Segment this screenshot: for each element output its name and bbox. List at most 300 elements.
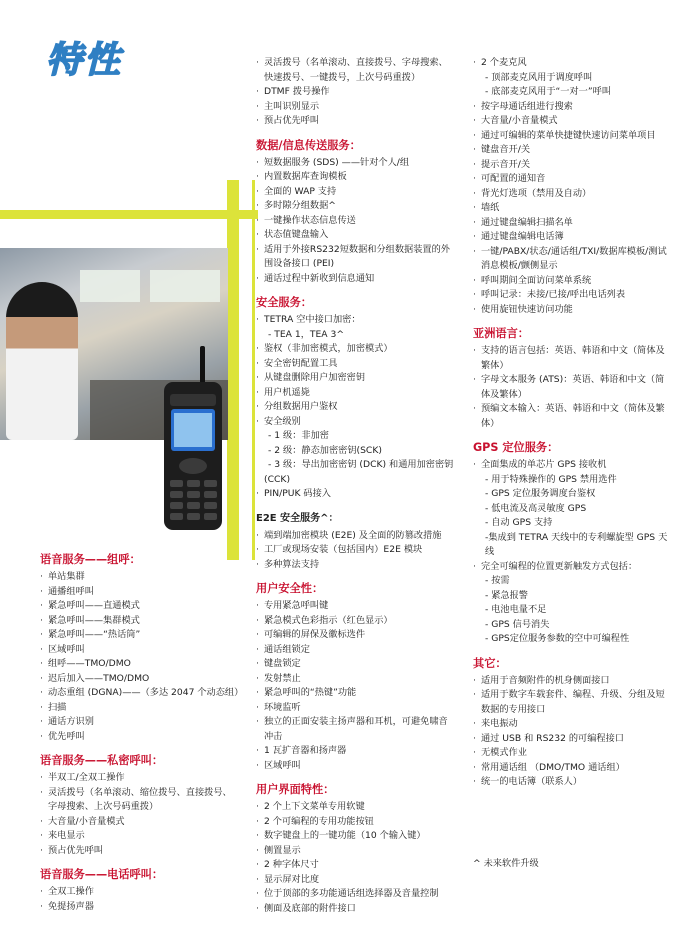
feature-continuation: 繁体） <box>481 359 509 371</box>
feature-text: 1 瓦扩音器和扬声器 <box>264 745 347 756</box>
bullet-icon: · <box>256 156 259 168</box>
feature-subitem: - 底部麦克风用于“一对一”呼叫 <box>485 86 612 97</box>
feature-text: 预占优先呼叫 <box>48 844 104 856</box>
feature-item <box>40 885 245 900</box>
feature-item <box>473 114 695 129</box>
bullet-icon: · <box>256 86 259 97</box>
feature-text: 一键操作状态信息传送 <box>264 214 356 226</box>
feature-item <box>473 201 695 216</box>
bullet-icon: · <box>473 216 476 228</box>
train-window <box>150 270 220 302</box>
bullet-icon: · <box>256 57 259 68</box>
feature-item <box>256 715 468 730</box>
feature-text: 显示屏对比度 <box>264 873 320 885</box>
feature-item <box>40 657 245 672</box>
feature-subitem: -集成到 TETRA 天线中的专利螺旋型 GPS 天 <box>485 531 668 543</box>
feature-item <box>473 288 695 303</box>
bullet-icon: · <box>473 689 476 700</box>
feature-text: 背光灯选项（禁用及自动） <box>481 187 592 199</box>
feature-item <box>256 313 468 328</box>
feature-text: 完全可编程的位置更新触发方式包括： <box>481 560 638 572</box>
feature-item <box>40 844 245 859</box>
feature-item <box>473 56 695 71</box>
feature-text: 扫描 <box>48 701 67 713</box>
bullet-icon: · <box>256 830 259 841</box>
feature-text: 提示音开/关 <box>481 158 531 170</box>
feature-item <box>473 717 695 732</box>
feature-text: 通过键盘编辑扫描名单 <box>481 216 573 228</box>
feature-item <box>256 543 468 558</box>
feature-text: 适用于数字车载套件、编程、升级、分组及短 <box>481 689 665 700</box>
bullet-icon: · <box>40 886 43 897</box>
feature-text: 专用紧急呼叫键 <box>264 600 329 611</box>
feature-subitem: - TEA 1，TEA 3^ <box>268 328 345 340</box>
feature-item <box>40 686 245 701</box>
feature-text: 环境监听 <box>264 701 301 713</box>
feature-item <box>256 371 468 386</box>
feature-text: 数字键盘上的一键功能（10 个输入键） <box>264 830 426 841</box>
feature-subitem: 线 <box>485 546 495 557</box>
feature-text: 无模式作业 <box>481 747 527 758</box>
features-column-left <box>40 552 245 914</box>
bullet-icon: · <box>473 761 476 773</box>
feature-item <box>256 243 468 258</box>
feature-item <box>40 900 245 915</box>
bullet-icon: · <box>256 716 259 727</box>
feature-text: 2 个可编程的专用功能按钮 <box>264 815 374 827</box>
feature-text: 一键/PABX/状态/通话组/TXI/数据库模板/测试 <box>481 245 667 257</box>
section-heading: 语音服务——私密呼叫： <box>40 754 164 767</box>
feature-item <box>473 775 695 790</box>
feature-text: 支持的语言包括：英语、韩语和中文（简体及 <box>481 345 665 356</box>
feature-item <box>473 674 695 689</box>
feature-text: 大音量/小音量模式 <box>48 815 125 827</box>
feature-text: 从键盘删除用户加密密钥 <box>264 372 366 383</box>
feature-item <box>40 715 245 730</box>
bullet-icon: · <box>473 202 476 213</box>
feature-continuation: 体及繁体） <box>481 388 527 400</box>
section-heading: 其它： <box>473 656 507 670</box>
feature-text: 通话方识别 <box>48 716 94 727</box>
feature-item <box>40 570 245 585</box>
feature-item <box>40 815 245 830</box>
feature-item <box>256 800 468 815</box>
feature-text: 状态值键盘输入 <box>264 229 329 240</box>
feature-text: 紧急模式色彩指示（红色显示） <box>264 614 393 626</box>
feature-text: 呼叫期间全面访问菜单系统 <box>481 274 592 286</box>
feature-text: 可配置的通知音 <box>481 173 546 184</box>
feature-text: 用户机遥毙 <box>264 386 310 398</box>
feature-item <box>256 100 468 115</box>
feature-text: 半双工/全双工操作 <box>48 772 125 783</box>
feature-text: 发射禁止 <box>264 672 301 684</box>
bullet-icon: · <box>256 658 259 669</box>
feature-item <box>256 85 468 100</box>
feature-text: 全双工操作 <box>48 886 94 897</box>
feature-subitem: - 按需 <box>485 575 510 586</box>
bullet-icon: · <box>256 801 259 812</box>
feature-text: 紧急呼叫——集群模式 <box>48 614 140 626</box>
bullet-icon: · <box>473 173 476 184</box>
feature-item <box>40 829 245 844</box>
feature-subitem: - 顶部麦克风用于调度呼叫 <box>485 71 593 83</box>
feature-item <box>256 844 468 859</box>
feature-subitem: - 电池电量不足 <box>485 604 547 615</box>
feature-item <box>473 761 695 776</box>
feature-text: 统一的电话簿（联系人） <box>481 776 583 787</box>
bullet-icon: · <box>256 815 259 827</box>
bullet-icon: · <box>256 701 259 713</box>
bullet-icon: · <box>256 888 259 899</box>
feature-item <box>473 158 695 173</box>
feature-item <box>256 185 468 200</box>
feature-text: 常用通话组 （DMO/TMO 通话组） <box>481 761 625 773</box>
feature-text: 适用于音频附件的机身侧面接口 <box>481 674 610 686</box>
feature-item <box>473 303 695 318</box>
bullet-icon: · <box>256 100 259 112</box>
feature-item <box>256 599 468 614</box>
feature-item <box>40 730 245 745</box>
feature-text: TETRA 空中接口加密： <box>264 314 361 325</box>
feature-text: 2 个麦克风 <box>481 57 527 68</box>
feature-item <box>473 216 695 231</box>
feature-item <box>473 143 695 158</box>
bullet-icon: · <box>256 357 259 369</box>
bullet-icon: · <box>256 629 259 640</box>
feature-text: 字母文本服务 (ATS)：英语、韩语和中文（简 <box>481 374 665 385</box>
section-heading: 亚洲语言： <box>473 327 529 340</box>
feature-item <box>256 558 468 573</box>
bullet-icon: · <box>473 57 476 68</box>
feature-item <box>256 170 468 185</box>
feature-text: 多种算法支持 <box>264 558 320 570</box>
feature-continuation: 字母搜索、上次号码重拨） <box>48 801 159 812</box>
bullet-icon: · <box>473 303 476 315</box>
feature-text: 独立的正面安装主扬声器和耳机，可避免啸音 <box>264 716 448 727</box>
bullet-icon: · <box>256 214 259 226</box>
bullet-icon: · <box>473 459 476 470</box>
feature-item <box>473 245 695 260</box>
bullet-icon: · <box>40 614 43 626</box>
feature-text: 灵活拨号（名单滚动、直接拨号、字母搜索、 <box>264 57 448 68</box>
bullet-icon: · <box>256 614 259 626</box>
bullet-icon: · <box>473 374 476 385</box>
bullet-icon: · <box>256 672 259 684</box>
feature-item <box>256 529 468 544</box>
feature-item <box>256 628 468 643</box>
feature-text: 工厂或现场安装（包括国内）E2E 模块 <box>264 544 423 555</box>
accent-bar-horizontal <box>0 210 258 219</box>
bullet-icon: · <box>40 629 43 640</box>
bullet-icon: · <box>473 187 476 199</box>
feature-continuation: 快速拨号、一键拨号，上次号码重拨） <box>264 71 421 83</box>
feature-subitem: - 1 级：非加密 <box>268 430 329 441</box>
features-column-middle <box>256 56 468 916</box>
feature-item <box>256 829 468 844</box>
feature-text: 通话过程中新收到信息通知 <box>264 272 375 284</box>
feature-item <box>473 187 695 202</box>
bullet-icon: · <box>256 745 259 756</box>
feature-item <box>256 902 468 917</box>
feature-text: 迟后加入——TMO/DMO <box>48 672 150 684</box>
feature-item <box>473 458 695 473</box>
bullet-icon: · <box>256 200 259 211</box>
bullet-icon: · <box>256 229 259 240</box>
feature-text: 优先呼叫 <box>48 730 85 742</box>
feature-item <box>40 628 245 643</box>
feature-text: 动态重组 (DGNA)——（多达 2047 个动态组） <box>48 687 244 698</box>
bullet-icon: · <box>256 115 259 126</box>
section-heading: 用户界面特性： <box>256 783 335 796</box>
bullet-icon: · <box>256 902 259 914</box>
feature-text: 键盘锁定 <box>264 658 301 669</box>
bullet-icon: · <box>473 776 476 787</box>
bullet-icon: · <box>473 274 476 286</box>
feature-item <box>40 786 245 801</box>
bullet-icon: · <box>256 488 259 499</box>
feature-item <box>473 172 695 187</box>
feature-item <box>256 614 468 629</box>
feature-text: 紧急呼叫——“热话筒” <box>48 629 141 640</box>
bullet-icon: · <box>256 859 259 870</box>
feature-text: 全面集成的单芯片 GPS 接收机 <box>481 459 607 470</box>
feature-text: 预编文本输入：英语、韩语和中文（简体及繁 <box>481 403 665 414</box>
bullet-icon: · <box>473 158 476 170</box>
section-heading: 语音服务——电话呼叫： <box>40 868 164 881</box>
feature-subitem: - 低电流及高灵敏度 GPS <box>485 502 587 514</box>
bullet-icon: · <box>40 658 43 669</box>
bullet-icon: · <box>473 345 476 356</box>
feature-text: 来电振动 <box>481 718 518 729</box>
feature-text: 单站集群 <box>48 571 85 582</box>
bullet-icon: · <box>40 815 43 827</box>
feature-item <box>256 156 468 171</box>
feature-text: 短数据服务 (SDS) ——针对个人/组 <box>264 156 410 168</box>
feature-text: 分组数据用户鉴权 <box>264 401 338 412</box>
feature-text: 墙纸 <box>481 202 500 213</box>
feature-text: 通话组锁定 <box>264 643 310 655</box>
feature-item <box>256 272 468 287</box>
feature-text: 通过可编辑的菜单快捷键快速访问菜单项目 <box>481 129 656 141</box>
feature-text: PIN/PUK 码接入 <box>264 488 331 499</box>
feature-item <box>256 228 468 243</box>
feature-text: 键盘音开/关 <box>481 144 531 155</box>
bullet-icon: · <box>473 245 476 257</box>
bullet-icon: · <box>40 730 43 742</box>
bullet-icon: · <box>256 844 259 856</box>
bullet-icon: · <box>256 243 259 255</box>
bullet-icon: · <box>473 289 476 300</box>
section-heading: 安全服务： <box>256 296 312 309</box>
feature-continuation: 消息模板/颤侧显示 <box>481 260 558 271</box>
feature-item <box>40 599 245 614</box>
feature-text: 位于顶部的多功能通话组选择器及音量控制 <box>264 888 439 899</box>
feature-item <box>256 114 468 129</box>
bullet-icon: · <box>473 674 476 686</box>
feature-item <box>473 746 695 761</box>
feature-item <box>256 759 468 774</box>
feature-item <box>473 402 695 417</box>
bullet-icon: · <box>40 672 43 684</box>
bullet-icon: · <box>40 900 43 912</box>
bullet-icon: · <box>40 600 43 611</box>
bullet-icon: · <box>256 314 259 325</box>
feature-text: 来电显示 <box>48 830 85 841</box>
feature-item <box>473 688 695 703</box>
feature-text: 鉴权（非加密模式，加密模式） <box>264 343 393 354</box>
officer-figure <box>6 282 78 440</box>
bullet-icon: · <box>40 701 43 713</box>
footnote: ^ 未来软件升级 <box>473 858 539 869</box>
feature-text: 侧面及底部的附件接口 <box>264 902 356 914</box>
feature-text: 多时隙分组数据^ <box>264 200 337 211</box>
section-heading: 数据/信息传送服务： <box>256 138 361 152</box>
feature-item <box>256 815 468 830</box>
accent-bar <box>227 180 239 560</box>
bullet-icon: · <box>40 571 43 582</box>
feature-item <box>40 614 245 629</box>
feature-item <box>256 686 468 701</box>
feature-subitem: - GPS定位服务参数的空中可编程性 <box>485 633 630 644</box>
bullet-icon: · <box>40 844 43 856</box>
feature-item <box>256 199 468 214</box>
features-column-right <box>473 56 695 790</box>
feature-item <box>256 357 468 372</box>
bullet-icon: · <box>256 415 259 427</box>
feature-text: 2 个上下文菜单专用软键 <box>264 801 365 812</box>
feature-text: 使用旋钮快速访问功能 <box>481 303 573 315</box>
feature-text: 2 种字体尺寸 <box>264 859 319 870</box>
feature-subitem: - GPS 信号消失 <box>485 618 550 630</box>
bullet-icon: · <box>256 544 259 555</box>
bullet-icon: · <box>256 386 259 398</box>
bullet-icon: · <box>256 401 259 412</box>
section-heading: E2E 安全服务^： <box>256 512 339 524</box>
feature-text: 区域呼叫 <box>48 643 85 655</box>
feature-subitem: - 自动 GPS 支持 <box>485 517 553 528</box>
bullet-icon: · <box>473 129 476 141</box>
feature-subitem: - 用于特殊操作的 GPS 禁用选件 <box>485 473 617 485</box>
feature-text: 主叫识别显示 <box>264 100 320 112</box>
feature-text: 通过键盘编辑电话簿 <box>481 231 564 242</box>
feature-item <box>473 732 695 747</box>
bullet-icon: · <box>473 718 476 729</box>
feature-text: 组呼——TMO/DMO <box>48 658 131 669</box>
bullet-icon: · <box>40 687 43 698</box>
bullet-icon: · <box>256 171 259 182</box>
feature-text: 呼叫记录：未接/已接/呼出电话列表 <box>481 289 626 300</box>
feature-item <box>256 858 468 873</box>
bullet-icon: · <box>40 772 43 783</box>
bullet-icon: · <box>256 185 259 197</box>
feature-text: 安全级别 <box>264 415 301 427</box>
feature-text: 灵活拨号（名单滚动、缩位拨号、直接拨号、 <box>48 786 232 798</box>
bullet-icon: · <box>473 144 476 155</box>
feature-text: 适用于外接RS232短数据和分组数据装置的外 <box>264 243 450 255</box>
feature-item <box>473 344 695 359</box>
feature-continuation: 围设备接口 (PEI) <box>264 258 335 269</box>
feature-text: 安全密钥配置工具 <box>264 357 338 369</box>
feature-item <box>256 214 468 229</box>
page-title: 特性 <box>46 40 123 81</box>
feature-item <box>256 873 468 888</box>
bullet-icon: · <box>473 403 476 414</box>
feature-text: 侧置显示 <box>264 844 301 856</box>
bullet-icon: · <box>40 585 43 597</box>
feature-item <box>256 887 468 902</box>
feature-item <box>256 415 468 430</box>
bullet-icon: · <box>256 558 259 570</box>
bullet-icon: · <box>256 873 259 885</box>
feature-text: 区域呼叫 <box>264 759 301 771</box>
feature-subitem: - 3 级：导出加密密钥 (DCK) 和通用加密密钥 <box>268 459 454 470</box>
feature-item <box>256 386 468 401</box>
feature-item <box>40 771 245 786</box>
feature-item <box>473 230 695 245</box>
feature-item <box>256 487 468 502</box>
bullet-icon: · <box>256 643 259 655</box>
feature-item <box>256 342 468 357</box>
feature-text: DTMF 拨号操作 <box>264 86 330 97</box>
bullet-icon: · <box>473 732 476 744</box>
feature-text: 按字母通话组进行搜索 <box>481 100 573 112</box>
bullet-icon: · <box>256 272 259 284</box>
feature-text: 通播组呼叫 <box>48 585 94 597</box>
feature-text: 紧急呼叫的“热键”功能 <box>264 687 357 698</box>
feature-item <box>473 129 695 144</box>
bullet-icon: · <box>40 786 43 798</box>
feature-item <box>256 400 468 415</box>
feature-text: 端到端加密模块 (E2E) 及全面的防篡改措施 <box>264 529 442 541</box>
bullet-icon: · <box>256 759 259 771</box>
feature-subitem: - GPS 定位服务调度台鉴权 <box>485 488 596 499</box>
bullet-icon: · <box>473 115 476 126</box>
feature-text: 内置数据库查询模板 <box>264 171 347 182</box>
bullet-icon: · <box>473 560 476 572</box>
feature-continuation: 冲击 <box>264 730 283 742</box>
bullet-icon: · <box>473 100 476 112</box>
radio-handset-image <box>160 346 226 532</box>
bullet-icon: · <box>40 716 43 727</box>
bullet-icon: · <box>256 600 259 611</box>
feature-item <box>256 643 468 658</box>
feature-subitem: - 2 级：静态加密密钥(SCK) <box>268 444 382 456</box>
feature-item <box>256 672 468 687</box>
feature-text: 预占优先呼叫 <box>264 115 320 126</box>
feature-item <box>256 56 468 71</box>
feature-text: 可编辑的屏保及徽标选件 <box>264 629 366 640</box>
feature-item <box>256 744 468 759</box>
feature-continuation: 体） <box>481 417 500 429</box>
feature-subitem: - 紧急报警 <box>485 589 528 601</box>
accent-line <box>252 180 255 560</box>
bullet-icon: · <box>256 687 259 698</box>
bullet-icon: · <box>473 747 476 758</box>
feature-item <box>473 560 695 575</box>
train-window <box>80 270 140 302</box>
feature-item <box>256 701 468 716</box>
feature-item <box>473 274 695 289</box>
bullet-icon: · <box>40 643 43 655</box>
feature-text: 通过 USB 和 RS232 的可编程接口 <box>481 732 624 744</box>
feature-item <box>256 657 468 672</box>
section-heading: 用户安全性： <box>256 582 324 595</box>
bullet-icon: · <box>473 231 476 242</box>
bullet-icon: · <box>256 372 259 383</box>
feature-item <box>40 643 245 658</box>
feature-text: 全面的 WAP 支持 <box>264 185 337 197</box>
section-heading: GPS 定位服务： <box>473 441 559 454</box>
